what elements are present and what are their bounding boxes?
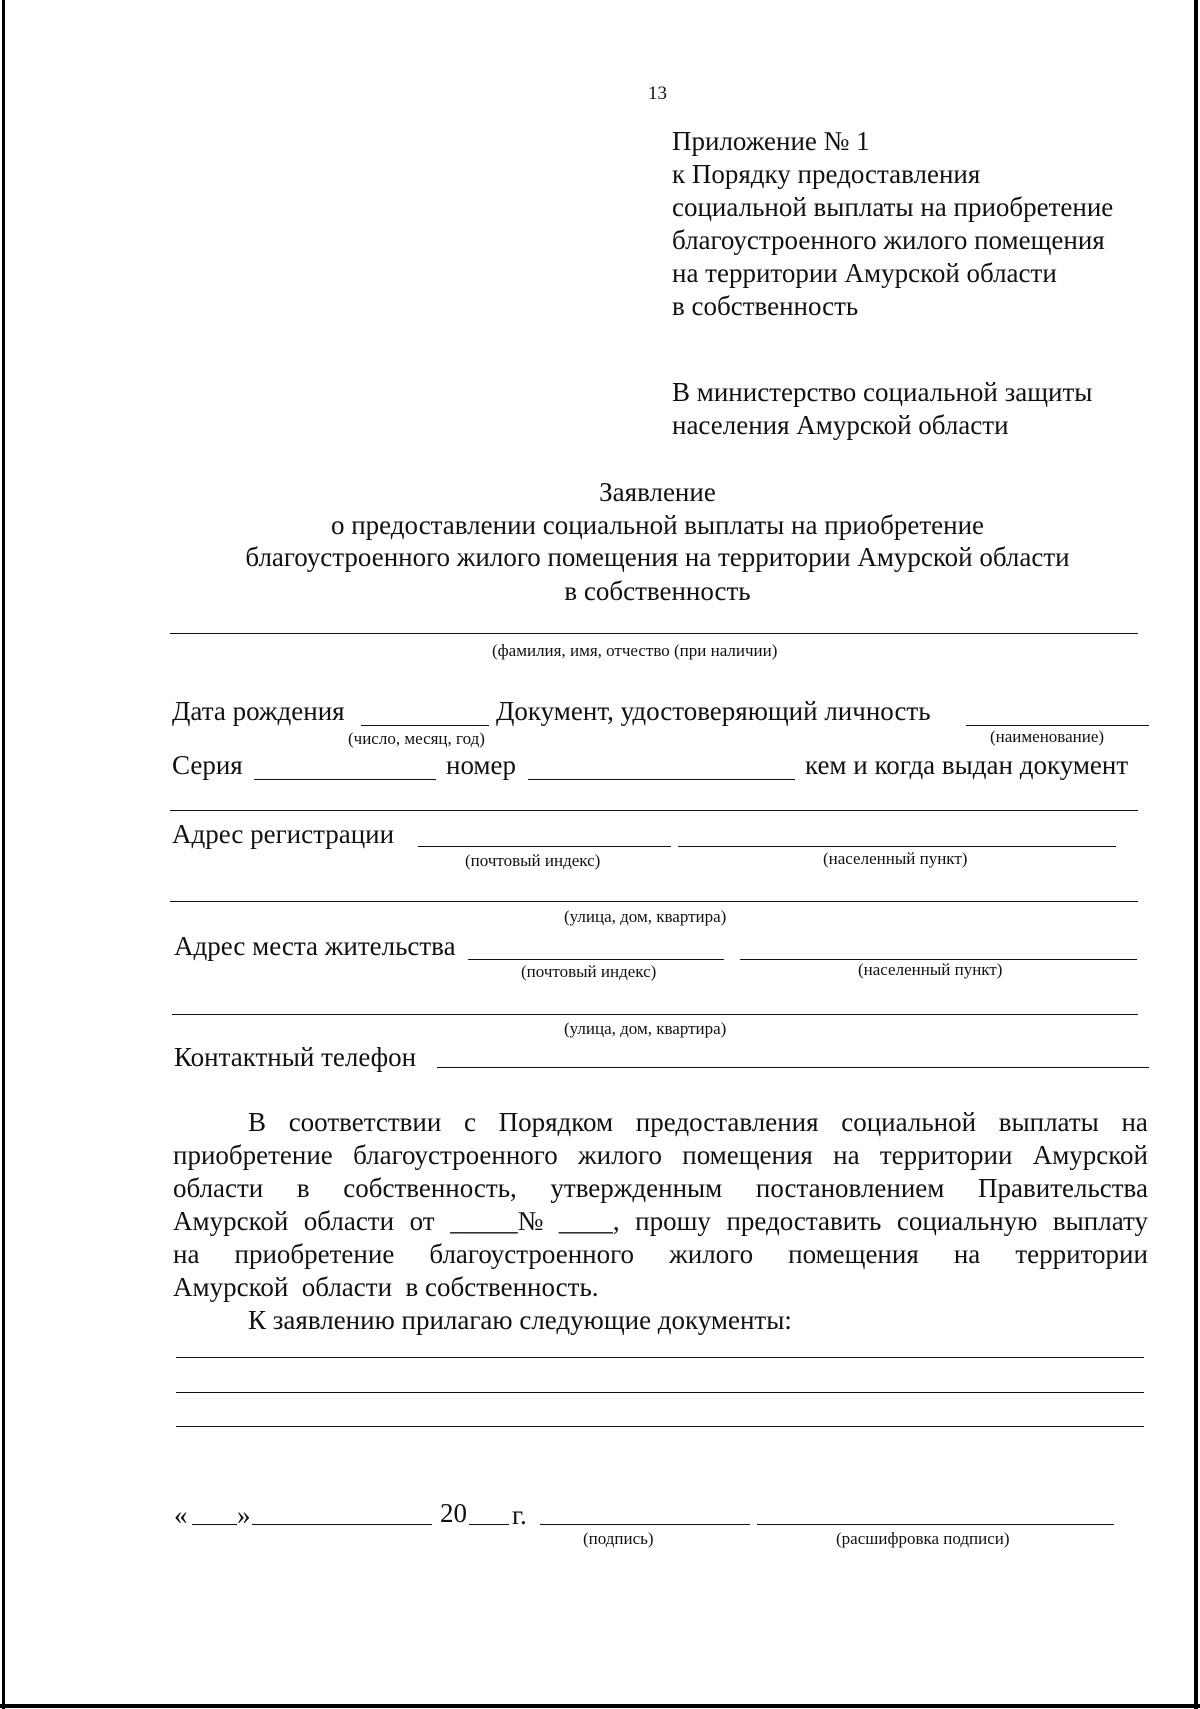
attachment-line-3[interactable]	[176, 1426, 1144, 1427]
birth-date-caption: (число, месяц, год)	[348, 729, 485, 748]
number-label: номер	[446, 750, 517, 780]
signature-decode-field[interactable]	[757, 1524, 1114, 1525]
reg-locality-field[interactable]	[678, 846, 1116, 847]
birth-date-field[interactable]	[361, 725, 489, 726]
reg-street-caption: (улица, дом, квартира)	[564, 907, 727, 926]
phone-label: Контактный телефон	[174, 1042, 417, 1072]
page-border-left	[2, 0, 5, 1709]
fio-field[interactable]	[170, 633, 1138, 634]
appendix-line: социальной выплаты на приобретение	[672, 192, 1114, 222]
issued-label: кем и когда выдан документ	[805, 750, 1129, 780]
reg-postal-index-caption: (почтовый индекс)	[465, 851, 601, 870]
body-line: приобретение благоустроенного жилого помещения на территории Амурской	[173, 1140, 1148, 1170]
appendix-line: благоустроенного жилого помещения	[672, 225, 1105, 255]
body-line: Амурской области от _____№ ____, прошу предоставить социальную выплату	[173, 1206, 1148, 1236]
residence-address-label: Адрес места жительства	[174, 931, 456, 961]
signature-field[interactable]	[540, 1524, 750, 1525]
res-postal-index-field[interactable]	[468, 959, 724, 960]
attachments-intro: К заявлению прилагаю следующие документы:	[248, 1305, 792, 1335]
reg-street-field[interactable]	[170, 901, 1138, 902]
date-day-field[interactable]	[192, 1524, 237, 1525]
page-border-right	[1194, 0, 1198, 1709]
date-year-prefix: 20	[440, 1498, 467, 1528]
id-document-field[interactable]	[966, 725, 1149, 726]
id-document-label: Документ, удостоверяющий личность	[496, 696, 931, 726]
date-month-field[interactable]	[252, 1524, 432, 1525]
phone-field[interactable]	[437, 1067, 1149, 1068]
body-line: В соответствии с Порядком предоставления социальной выплаты на	[248, 1107, 1148, 1137]
res-postal-index-caption: (почтовый индекс)	[521, 962, 657, 981]
appendix-line: к Порядку предоставления	[672, 159, 981, 189]
page-number: 13	[648, 83, 667, 104]
reg-postal-index-field[interactable]	[418, 846, 671, 847]
addressee-line: населения Амурской области	[672, 410, 1009, 440]
signature-decode-caption: (расшифровка подписи)	[836, 1529, 1010, 1548]
body-line: на приобретение благоустроенного жилого помещения на территории	[173, 1239, 1148, 1269]
body-line: области в собственность, утвержденным постановлением Правительства	[173, 1173, 1148, 1203]
signature-caption: (подпись)	[583, 1529, 654, 1548]
id-document-caption: (наименование)	[990, 727, 1105, 746]
title-line: в собственность	[564, 576, 751, 606]
addressee-line: В министерство социальной защиты	[672, 377, 1093, 407]
appendix-line: на территории Амурской области	[672, 258, 1057, 288]
reg-address-label: Адрес регистрации	[172, 819, 395, 849]
number-field[interactable]	[528, 779, 795, 780]
title-line: Заявление	[599, 477, 716, 507]
date-year-field[interactable]	[469, 1524, 509, 1525]
res-street-caption: (улица, дом, квартира)	[564, 1019, 727, 1038]
attachment-line-1[interactable]	[176, 1357, 1144, 1358]
attachment-line-2[interactable]	[176, 1392, 1144, 1393]
reg-locality-caption: (населенный пункт)	[823, 849, 968, 868]
res-street-field[interactable]	[172, 1014, 1138, 1015]
series-label: Серия	[172, 750, 243, 780]
birth-date-label: Дата рождения	[172, 696, 345, 726]
issued-by-field[interactable]	[170, 810, 1138, 811]
res-locality-caption: (населенный пункт)	[858, 960, 1003, 979]
appendix-line: Приложение № 1	[672, 126, 870, 156]
title-line: о предоставлении социальной выплаты на приобретение	[330, 510, 985, 540]
fio-caption: (фамилия, имя, отчество (при наличии)	[492, 641, 778, 660]
series-field[interactable]	[254, 779, 436, 780]
body-line-last: Амурской области в собственность.	[173, 1272, 599, 1302]
title-line: благоустроенного жилого помещения на территории Амурской области	[245, 542, 1070, 572]
date-year-suffix: г.	[512, 1500, 527, 1530]
page-border-bottom	[0, 1704, 1200, 1708]
appendix-line: в собственность	[672, 291, 859, 321]
date-quote-open: «	[174, 1500, 188, 1530]
date-quote-close: »	[237, 1500, 251, 1530]
